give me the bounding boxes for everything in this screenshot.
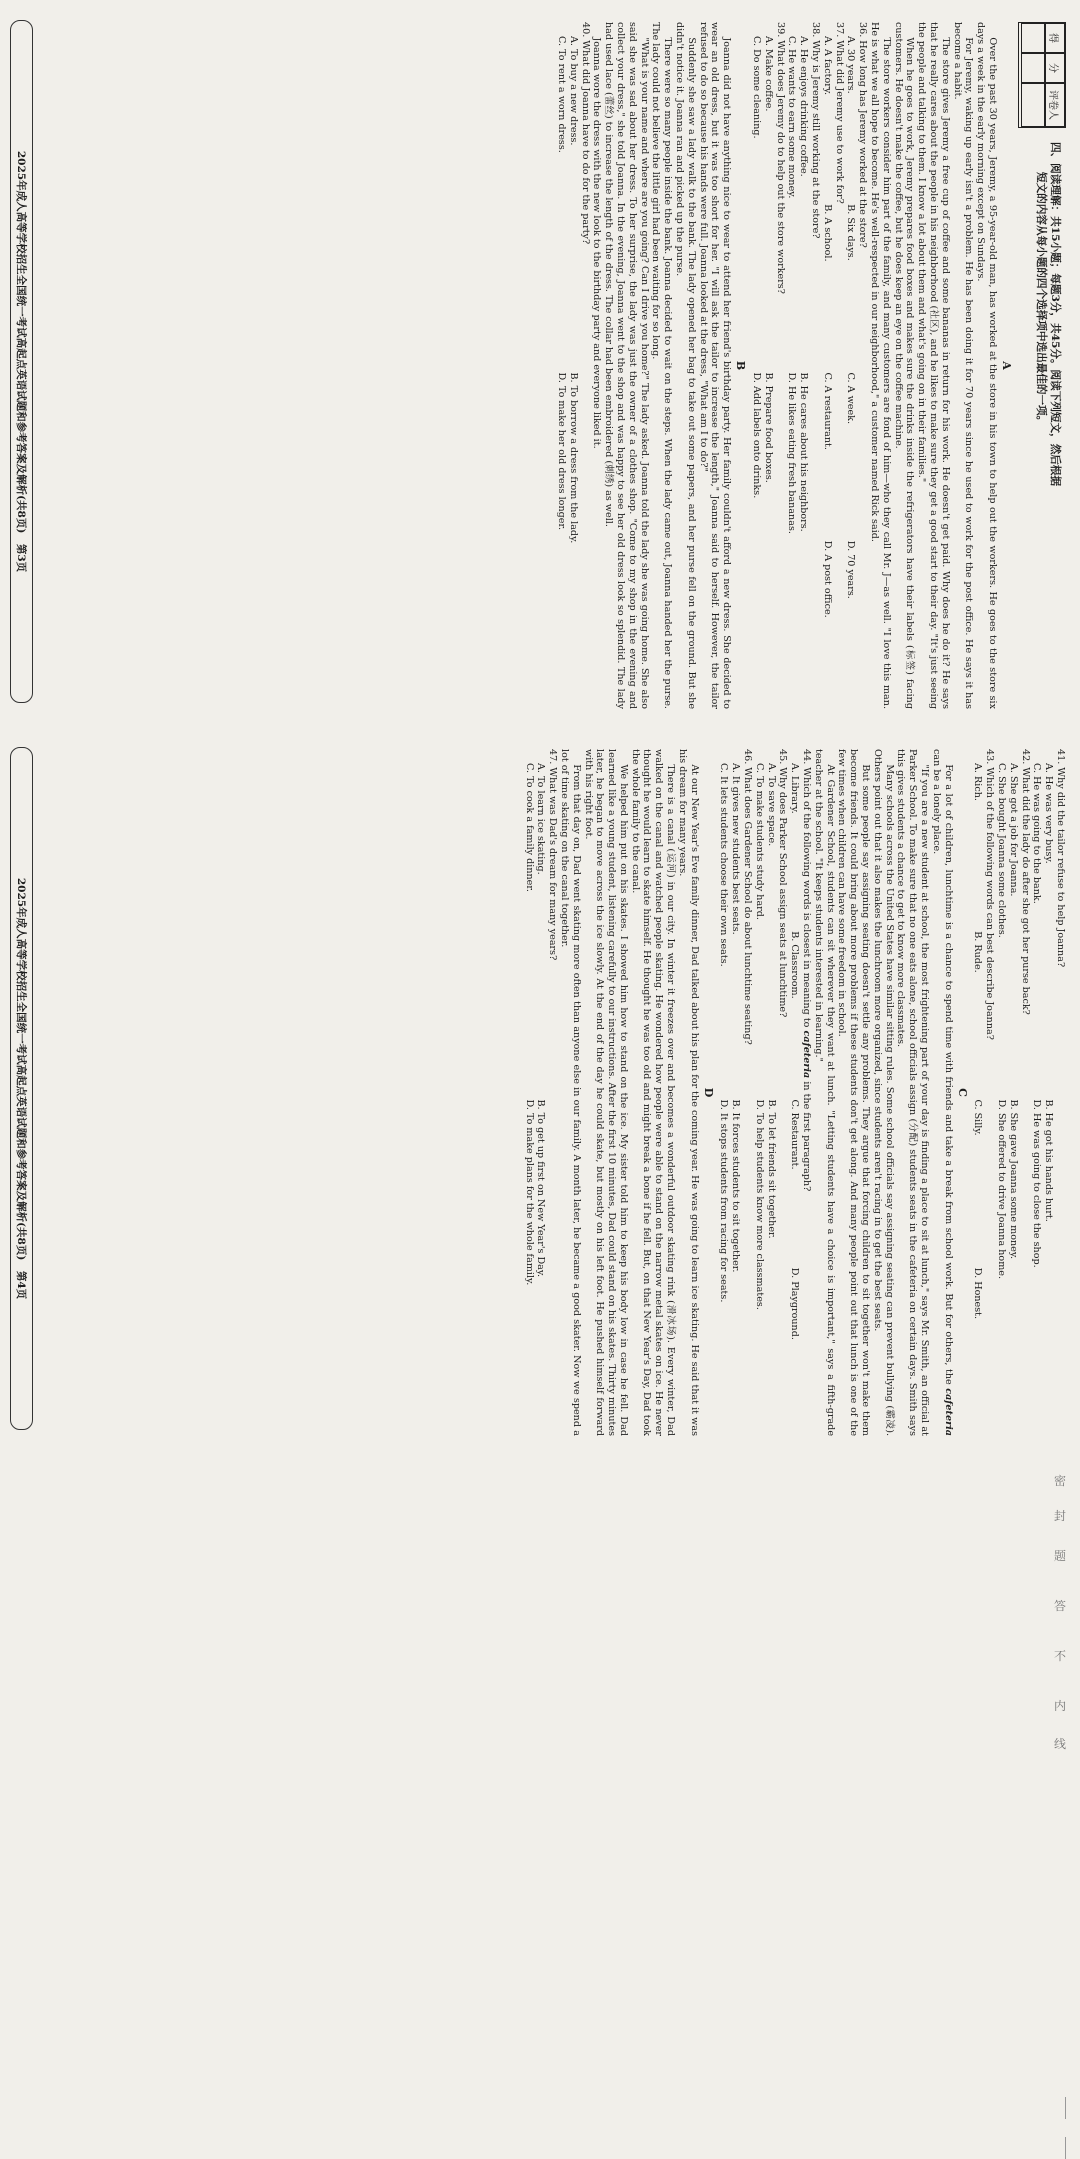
section-header bbox=[1018, 22, 1066, 709]
passage-b-paragraph: "What is your name and where are you going? Can I drive you home?" The lady asked. Joanna told the lady she was going home. She also said she was sad about her dress. To her surprise, the lady was just the owner of a clothes shop. "Come to my shop in the evening and collect your dress," she told Joanna. In the evening, Joanna went to the shop and was happy to see her old dress look so splendid. The lady had used lace (蕾丝) to increase the length of the dress. The collar had been embroidered (刺绣) as well. bbox=[603, 22, 650, 709]
question-45-options bbox=[753, 749, 777, 1436]
option-d: D. It stops students from racing for seats. bbox=[718, 1099, 730, 1303]
passage-c-paragraph: At Gardener School, students can sit wherever they want at lunch. "Letting students have a choice is important," says a fifth-grade teacher at the school. "It keeps students interested in learning." bbox=[812, 749, 836, 1436]
exam-page-4 bbox=[0, 727, 1080, 1454]
option-d: D. Add labels onto drinks. bbox=[751, 372, 763, 499]
fold-mark: 密 bbox=[1054, 1474, 1067, 1488]
passage-c-heading: C bbox=[955, 1088, 969, 1097]
question-42: 42. What did the lady do after she got her purse back? bbox=[1019, 749, 1031, 1015]
score-cell bbox=[1021, 23, 1045, 53]
option-a: A. To buy a new dress. bbox=[567, 36, 579, 146]
option-a: A. To learn ice skating. bbox=[535, 763, 547, 875]
option-b: B. He cares about his neighbors. bbox=[798, 372, 810, 532]
option-d: D. To make her old dress longer. bbox=[556, 372, 568, 531]
question-43: 43. Which of the following words can best describe Joanna? bbox=[984, 749, 996, 1040]
keyword-cafeteria: cafeteria bbox=[942, 1388, 954, 1436]
question-46-options bbox=[718, 749, 742, 1436]
score-label: 得 bbox=[1045, 23, 1065, 53]
option-a: A. Rich. bbox=[972, 763, 984, 801]
question-41: 41. Why did the tailor refuse to help Joanna? bbox=[1055, 749, 1066, 968]
option-c: C. To cook a family dinner. bbox=[523, 763, 535, 892]
question-47: 47. What was Dad's dream for many years? bbox=[547, 749, 559, 961]
passage-a-paragraph: The store gives Jeremy a free cup of coffee and some bananas in return for his work. He doesn't get paid. Why does he do it? He says that he really cares about the people in his neighborhood (社区), and he likes to make sure they get a good start to their day. "It's just seeing the people and talking to them. I know a lot about them and what's going on in their families." bbox=[916, 22, 951, 709]
option-b: B. To borrow a dress from the lady. bbox=[567, 372, 579, 544]
option-a: A. 30 years. bbox=[845, 36, 857, 94]
option-d: D. To make plans for the whole family. bbox=[523, 1099, 535, 1286]
option-d: D. Honest. bbox=[972, 1267, 984, 1320]
passage-a-paragraph: For Jeremy, waking up early isn't a problem. He has been doing it for 70 years since he used to work for the post office. He says it has become a habit. bbox=[951, 22, 975, 709]
option-a: A. Library. bbox=[789, 763, 801, 814]
option-d: D. A post office. bbox=[821, 540, 833, 618]
option-c: C. Restaurant. bbox=[789, 1099, 801, 1170]
option-c: C. He wants to earn some money. bbox=[786, 36, 798, 199]
question-text: in the first paragraph? bbox=[801, 1078, 813, 1192]
fold-mark: 封 bbox=[1054, 1509, 1067, 1523]
instructions-line-1: 四、阅读理解：共15小题；每题3分，共45分。阅读下列短文，然后根据 bbox=[1049, 142, 1061, 487]
option-b: B. To let friends sit together. bbox=[765, 1099, 777, 1239]
question-39-options bbox=[750, 22, 774, 709]
question-47-options bbox=[523, 749, 547, 1436]
score-table bbox=[1018, 22, 1066, 128]
question-36-options bbox=[845, 22, 857, 709]
keyword-cafeteria: cafeteria bbox=[801, 1030, 813, 1079]
points-label: 分 bbox=[1045, 53, 1065, 83]
page-3-rotated-content bbox=[0, 0, 1080, 727]
passage-a-heading: A bbox=[1000, 361, 1013, 370]
question-44 bbox=[800, 749, 812, 1436]
exam-page-3 bbox=[0, 0, 1080, 727]
option-d: D. 70 years. bbox=[845, 540, 857, 599]
option-b: B. She gave Joanna some money. bbox=[1007, 1099, 1019, 1260]
question-37-options bbox=[821, 22, 833, 709]
question-40-options bbox=[555, 22, 579, 709]
option-b: B. He got his hands hurt. bbox=[1043, 1099, 1055, 1222]
question-45: 45. Why does Parker School assign seats at lunchtime? bbox=[777, 749, 789, 1018]
passage-c-paragraph bbox=[930, 749, 954, 1436]
fold-mark: 题 bbox=[1054, 1549, 1067, 1563]
instructions-line-2: 短文的内容从每小题的四个选择项中选出最佳的一项。 bbox=[1034, 172, 1047, 427]
option-c: C. A week. bbox=[845, 372, 857, 425]
passage-d-paragraph: There is a canal (运河) in our city. In winter it freezes over and becomes a wonderful outdoor skating rink (滑冰场). Every winter, Dad walked on the canal and watched people skating. He wondered how people were able to stand on the narrow metal skates on ice. He never thought he would learn to skate himself. He thought he was too old and might break a bone if he fell. But, on that New Year's Day, Dad took the whole family to the canal. bbox=[629, 749, 677, 1436]
option-d: D. He likes eating fresh bananas. bbox=[786, 372, 798, 534]
passage-b-paragraph: Joanna did not have anything nice to wear to attend her friend's birthday party. Her family couldn't afford a new dress. She decided to wear an old dress, but it was too short for her. "I will ask the tailor to increase the length," Joanna said to herself. However, the tailor refused to do so because his hands were full. Joanna looked at the dress, "What am I to do?" bbox=[697, 22, 733, 709]
fold-mark: 线 bbox=[1054, 1737, 1067, 1751]
option-c: C. Silly. bbox=[972, 1099, 984, 1136]
option-b: B. A school. bbox=[821, 204, 833, 262]
passage-a-paragraph: When he goes to work, Jeremy prepares food boxes and makes sure the drinks inside the refrigerators have their labels (标签) facing customers. He doesn't make the coffee, but he does keep an eye on the coffee machine. bbox=[892, 22, 916, 709]
passage-d-paragraph: From that day on, Dad went skating more often than anyone else in our family. A month later, he became a good skater. Now we spend a lot of time skating on the canal together. bbox=[558, 749, 582, 1436]
question-38-options bbox=[786, 22, 810, 709]
passage-d-paragraph: We helped him put on his skates. I showed him how to stand on the ice. My sister told him to keep his body low in case he fell. Dad learned like a young student, listening carefully to our instructions. After the first 10 minutes, Dad could stand on his skates. Thirty minutes later, he began to move across the ice slowly. At the end of the day he could skate, but mostly on his left foot. He pushed himself forward with his right foot. bbox=[582, 749, 629, 1436]
fold-mark: 答 bbox=[1054, 1599, 1067, 1613]
option-b: B. Six days. bbox=[845, 204, 857, 261]
passage-c-text: can be a lonely place. bbox=[930, 749, 942, 855]
option-a: A. He enjoys drinking coffee. bbox=[798, 36, 810, 177]
question-42-options bbox=[995, 749, 1019, 1436]
option-b: B. Rude. bbox=[972, 931, 984, 973]
question-44-options bbox=[788, 749, 800, 1436]
passage-b-heading: B bbox=[734, 360, 748, 371]
option-a: A. To save space. bbox=[765, 763, 777, 847]
option-d: D. To help students know more classmates. bbox=[753, 1099, 765, 1310]
option-a: A. She got a job for Joanna. bbox=[1007, 763, 1019, 897]
passage-c-text: For a lot of children, lunchtime is a chance to spend time with friends and take a break from school work. But for others, the bbox=[942, 764, 954, 1389]
question-37: 37. What did Jeremy use to work for? bbox=[833, 22, 845, 204]
question-text: 44. Which of the following words is closest in meaning to bbox=[801, 749, 813, 1031]
passage-c-paragraph: "If you are a new student at school, the most frightening part of your day is finding a place to sit at lunch," says Mr. Smith, an official at Parker School. To make sure that no one eats alone, school officials assign (分配) students seats in the cafeteria on certain days. Smith says this gives students a chance to get to know more classmates. bbox=[895, 749, 931, 1436]
question-38: 38. Why is Jeremy still working at the store? bbox=[810, 22, 822, 239]
grader-cell bbox=[1021, 83, 1045, 127]
passage-b-paragraph: Joanna wore the dress with the new look to the birthday party and everyone liked it. bbox=[591, 37, 603, 449]
option-c: C. To make students study hard. bbox=[753, 763, 765, 920]
fold-dash bbox=[1065, 2137, 1066, 2159]
fold-mark: 内 bbox=[1054, 1699, 1067, 1713]
question-43-options bbox=[972, 749, 984, 1436]
grader-label: 评卷人 bbox=[1045, 83, 1065, 127]
page-4-rotated-content bbox=[0, 727, 1080, 1454]
passage-c-paragraph: But some people say assigning seating doesn't settle any problems. They argue that forcing children to sit together won't make them become friends. It could bring about more problems if these students don't get along. And many people point out that lunch is one of the few times when children can have some freedom in school. bbox=[836, 749, 872, 1436]
passage-a-paragraph: The store workers consider him part of the family, and many customers are fond of him—who they call Mr. J—as well. "I love this man. He is what we all hope to become. He's well-respected in our neighborhood," a customer named Rick said. bbox=[869, 22, 892, 709]
option-c: C. It lets students choose their own seats. bbox=[718, 763, 730, 967]
option-d: D. She offered to drive Joanna home. bbox=[996, 1099, 1008, 1280]
option-c: C. Do some cleaning. bbox=[751, 36, 763, 139]
option-a: A. Make coffee. bbox=[762, 36, 774, 112]
option-b: B. Classroom. bbox=[789, 931, 801, 999]
points-cell bbox=[1021, 53, 1045, 83]
option-a: A. He was very busy. bbox=[1043, 763, 1055, 864]
question-46: 46. What does Gardener School do about lunchtime seating? bbox=[742, 749, 754, 1045]
option-c: C. She bought Joanna some clothes. bbox=[996, 763, 1008, 938]
question-40: 40. What did Joanna have to do for the party? bbox=[579, 22, 591, 245]
option-a: A. A factory. bbox=[821, 36, 833, 96]
passage-b-paragraph: There were so many people inside the bank. Joanna decided to wait on the steps. When the lady came out, Joanna handed her the purse. The lady could not believe the little girl had been waiting for so long. bbox=[650, 22, 674, 709]
passage-c-paragraph: Many schools across the United States have similar sitting rules. Some school officials say assigning seating can prevent bullying (霸凌). Others point out that it also makes the lunchroom more organized, since students aren't racing in to get the best seats. bbox=[871, 749, 895, 1436]
passage-d-heading: D bbox=[701, 1087, 715, 1098]
option-a: A. It gives new students best seats. bbox=[730, 763, 742, 935]
fold-dash bbox=[1065, 2097, 1066, 2119]
option-c: C. A restaurant. bbox=[821, 372, 833, 450]
fold-mark: 不 bbox=[1054, 1649, 1067, 1663]
option-d: D. Playground. bbox=[789, 1267, 801, 1340]
passage-b-paragraph: Suddenly she saw a lady walk to the bank. The lady opened her bag to take out some papers, and her purse fell on the ground. But she didn't notice it. Joanna ran and picked up the purse. bbox=[674, 22, 697, 709]
option-d: D. He was going to close the shop. bbox=[1031, 1099, 1043, 1268]
section-instructions bbox=[1018, 128, 1066, 486]
option-b: B. Prepare food boxes. bbox=[762, 372, 774, 483]
binding-margin bbox=[1040, 727, 1080, 1751]
option-c: C. To rent a worn dress. bbox=[556, 36, 568, 153]
passage-d-paragraph: At our New Year's Eve family dinner, Dad talked about his plan for the coming year. He was going to learn ice skating. He said that it was his dream for many years. bbox=[676, 749, 700, 1436]
option-b: B. To get up first on New Year's Day. bbox=[535, 1099, 547, 1278]
option-b: B. It forces students to sit together. bbox=[730, 1099, 742, 1273]
page-3-footer: 2025年成人高等学校招生全国统一考试高起点英语试题和参考答案及解析(共8页) 第3页 bbox=[10, 20, 33, 703]
page-4-footer: 2025年成人高等学校招生全国统一考试高起点英语试题和参考答案及解析(共8页) 第4页 bbox=[10, 747, 33, 1430]
passage-a-paragraph: Over the past 30 years, Jeremy, a 95-year-old man, has worked at the store in his town to help out the workers. He goes to the store six days a week in the early morning except on Sundays. bbox=[975, 22, 998, 709]
option-c: C. He was going to the bank. bbox=[1031, 763, 1043, 904]
question-36: 36. How long has Jeremy worked at the store? bbox=[857, 22, 869, 248]
question-39: 39. What does Jeremy do to help out the store workers? bbox=[774, 22, 786, 294]
